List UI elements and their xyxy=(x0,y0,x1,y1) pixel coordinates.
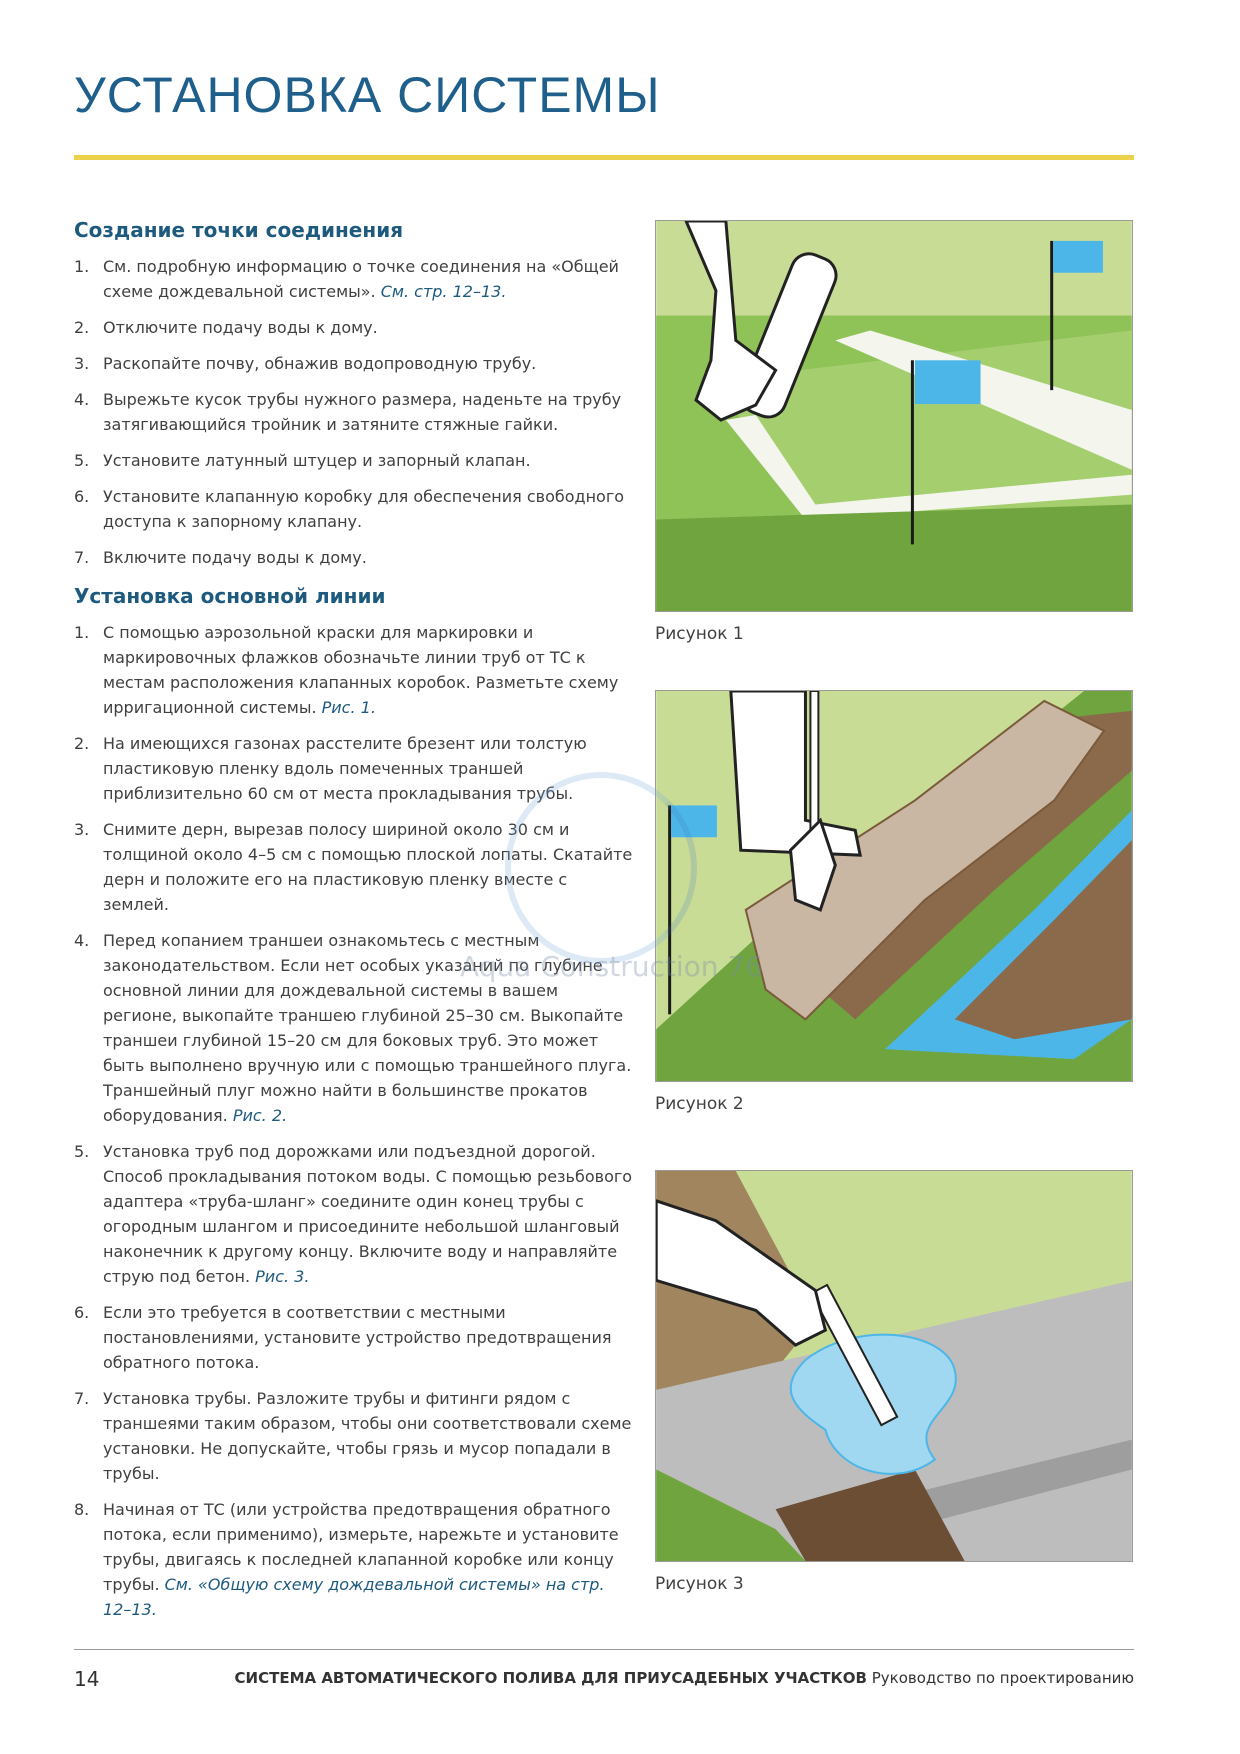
list-item: 5. Установка труб под дорожками или подъездной дорогой. Способ прокладывания потоком воды. С помощью резьбового адаптера «труба-шланг» соедините один конец трубы с огородным шлангом и присоедините небольшой шланговый наконечник к другому концу. Включите воду и направляйте струю под бетон. Рис. 3. xyxy=(74,1142,633,1286)
page-reference-link[interactable]: См. «Общую схему дождевальной системы» на стр. 12–13. xyxy=(103,1575,605,1619)
figure-2-illustration xyxy=(655,690,1133,1082)
figure-reference-link[interactable]: Рис. 2. xyxy=(232,1106,288,1125)
list-item: 3. Раскопайте почву, обнажив водопроводную трубу. xyxy=(74,354,537,373)
list-item: 8. Начиная от ТС (или устройства предотвращения обратного потока, если применимо), измерьте, нарежьте и установите трубы, двигаясь к последней клапанной коробке или концу трубы. См. «Общую схему дождевальной системы» на стр. 12–13. xyxy=(74,1500,619,1619)
list-item: 2. Отключите подачу воды к дому. xyxy=(74,318,378,337)
list-item: 5. Установите латунный штуцер и запорный клапан. xyxy=(74,451,531,470)
title-underline xyxy=(74,155,1134,160)
figure-3-illustration xyxy=(655,1170,1133,1562)
list-item: 2. На имеющихся газонах расстелите брезент или толстую пластиковую пленку вдоль помеченных траншей приблизительно 60 см от места прокладывания трубы. xyxy=(74,734,587,803)
page-title: УСТАНОВКА СИСТЕМЫ xyxy=(74,67,661,123)
list-item: 1. С помощью аэрозольной краски для маркировки и маркировочных флажков обозначьте линии труб от ТС к местам расположения клапанных коробок. Разметьте схему ирригационной системы. Рис. 1. xyxy=(74,623,619,717)
figure-reference-link[interactable]: Рис. 3. xyxy=(255,1267,310,1286)
list-item: 7. Установка трубы. Разложите трубы и фитинги рядом с траншеями таким образом, чтобы они соответствовали схеме установки. Не допускайте, чтобы грязь и мусор попадали в трубы. xyxy=(74,1389,632,1483)
watermark-logo xyxy=(505,772,697,964)
page-reference-link[interactable]: См. стр. 12–13. xyxy=(380,282,507,301)
figure-2 xyxy=(655,690,1133,1114)
list-item: 4. Вырежьте кусок трубы нужного размера, наденьте на трубу затягивающийся тройник и затяните стяжные гайки. xyxy=(74,390,622,434)
list-item: 1. См. подробную информацию о точке соединения на «Общей схеме дождевальной системы». См. стр. 12–13. xyxy=(74,257,619,301)
list-item: 6. Если это требуется в соответствии с местными постановлениями, установите устройство предотвращения обратного потока. xyxy=(74,1303,612,1372)
list-item: 7. Включите подачу воды к дому. xyxy=(74,548,367,567)
section-heading-connection-point: Создание точки соединения xyxy=(74,218,404,242)
list-item: 6. Установите клапанную коробку для обеспечения свободного доступа к запорному клапану. xyxy=(74,487,625,531)
connection-steps-list xyxy=(74,254,634,570)
footer-title: СИСТЕМА АВТОМАТИЧЕСКОГО ПОЛИВА ДЛЯ ПРИУСАДЕБНЫХ УЧАСТКОВ Руководство по проектированию xyxy=(234,1669,1134,1687)
list-item: 3. Снимите дерн, вырезав полосу шириной около 30 см и толщиной около 4–5 см с помощью плоской лопаты. Скатайте дерн и положите его на пластиковую пленку вместе с землей. xyxy=(74,820,633,914)
figure-1-illustration xyxy=(655,220,1133,612)
figure-1 xyxy=(655,220,1133,644)
main-line-steps-list xyxy=(74,620,634,1622)
figure-caption: Рисунок 2 xyxy=(655,1094,744,1114)
figure-caption: Рисунок 3 xyxy=(655,1574,744,1594)
figure-caption: Рисунок 1 xyxy=(655,624,744,644)
section-heading-main-line: Установка основной линии xyxy=(74,584,386,608)
footer-divider xyxy=(74,1649,1134,1650)
page-number: 14 xyxy=(74,1667,100,1691)
watermark-text: Aqua Construction 76 xyxy=(460,950,764,983)
figure-reference-link[interactable]: Рис. 1. xyxy=(321,698,376,717)
list-item: 4. Перед копанием траншеи ознакомьтесь с местным законодательством. Если нет особых указаний по глубине основной линии для дождевальной системы в вашем регионе, выкопайте траншею глубиной 25–30 см. Выкопайте траншеи глубиной 15–20 см для боковых труб. Это может быть выполнено вручную или с помощью траншейного плуга. Траншейный плуг можно найти в большинстве прокатов оборудования. Рис. 2. xyxy=(74,931,632,1125)
figure-3 xyxy=(655,1170,1133,1594)
